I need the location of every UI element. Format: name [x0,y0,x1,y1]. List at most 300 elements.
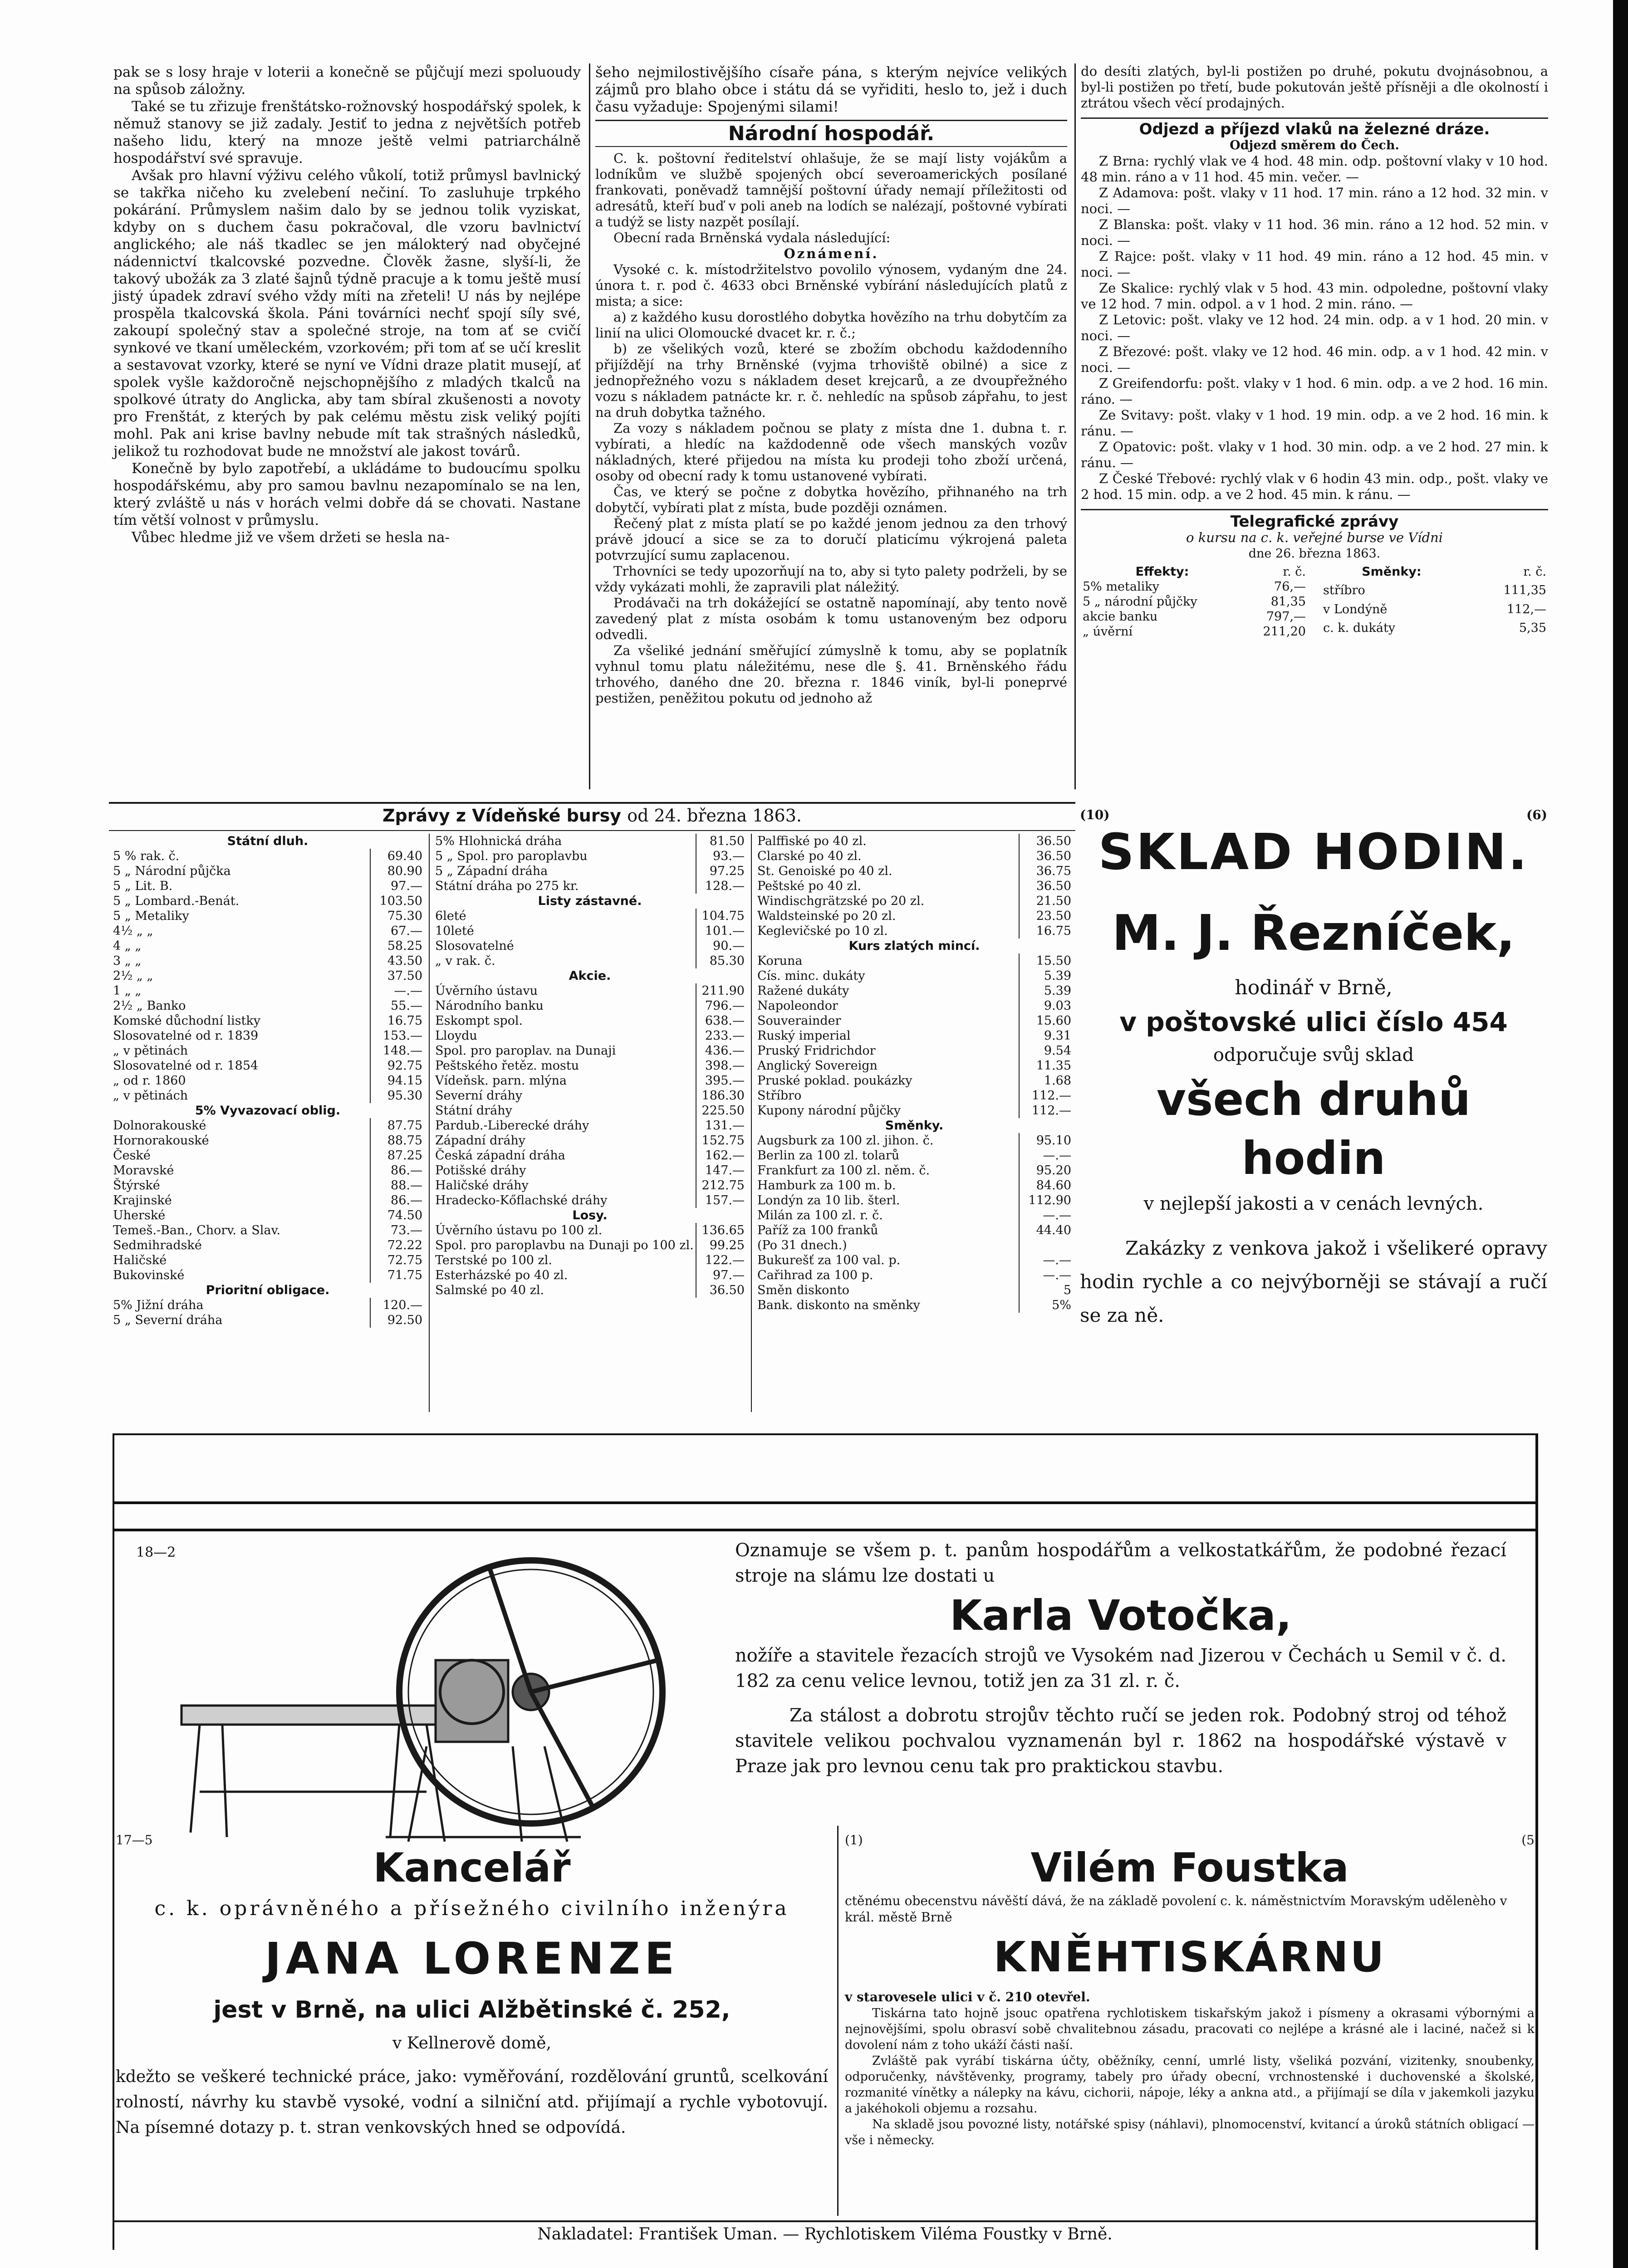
trains-heading: Odjezd a příjezd vlaků na železné dráze. [1139,120,1490,138]
bourse-value: 95.30 [370,1088,424,1103]
train-entry: Z Opatovic: pošt. vlaky v 1 hod. 30 min. odp. a ve 2 hod. 27 min. k ránu. — [1081,439,1548,470]
article-column-2 [595,64,1067,706]
bourse-item: Severní dráhy [435,1089,523,1103]
bourse-value: 104.75 [696,909,746,924]
machine-trough [181,1706,463,1725]
bourse-value: 147.— [696,1163,746,1178]
bourse-heading: 5% Vyvazovací oblig. [195,1104,341,1118]
train-entry: Z České Třebové: rychlý vlak v 6 hodin 43 min. odp., pošt. vlaky ve 2 hod. 15 min. odp. a ve 2 hod. 45 min. k ránu. — [1081,471,1548,502]
bourse-value: 43.50 [370,953,424,968]
bourse-value: 37.50 [370,968,424,983]
bourse-column-1 [111,834,424,1328]
bourse-item: Státní dráha po 275 kr. [435,879,579,893]
bourse-row [111,1193,424,1208]
bourse-item: Koruna [757,954,803,968]
bourse-value: 9.03 [1019,998,1073,1013]
bourse-value: 136.65 [696,1223,746,1238]
ad-name: Karla Votočka, [950,1591,1292,1640]
col1-paragraph: pak se s losy hraje v loterii a konečně se půjčují mezi spoluoudy na spůsob záložny. [113,64,581,98]
bourse-row [433,1238,746,1253]
bourse-item: Moravské [113,1163,174,1178]
bourse-row [433,953,746,968]
bourse-row [433,1013,746,1028]
bourse-value: 103.50 [370,894,424,909]
bourse-heading-row [111,1283,424,1298]
col2-paragraph: Řečený plat z místa platí se po každé jenom jednou za den trhový právě jdoucí a sice se za to doručí platicímu výkrojená paleta potvrzující sumu zaplacenou. [595,516,1067,563]
bourse-value: 212.75 [696,1178,746,1193]
bourse-value: 86.— [370,1163,424,1178]
bourse-item: Uherské [113,1208,166,1222]
bourse-row [755,864,1073,879]
bourse-item: Keglevičské po 10 zl. [757,924,888,938]
telegraph-date: dne 26. března 1863. [1248,547,1381,561]
bourse-item: 5 „ Severní dráha [113,1313,223,1327]
col2-paragraph: a) z každého kusu dorostlého dobytka hovězího na trhu dobytčím za linií na ulici Olomoucké dvacet kr. r. č.; [595,309,1067,341]
bourse-row [433,1253,746,1268]
bourse-row [755,1283,1073,1298]
bourse-row [755,1148,1073,1163]
bourse-row [433,938,746,953]
machine-leg [191,1725,200,1833]
bourse-value: 101.— [696,924,746,938]
bourse-item: Londýn za 10 lib. šterl. [757,1193,900,1207]
bourse-value: 74.50 [370,1208,424,1223]
bourse-item: 5 % rak. č. [113,849,180,863]
bourse-item: Souverainder [757,1014,841,1028]
bourse-row [111,1028,424,1043]
bourse-row [755,1253,1073,1268]
bourse-value: 225.50 [696,1103,746,1118]
bourse-item: Esterházské po 40 zl. [435,1268,568,1282]
bourse-row [111,1298,424,1313]
bourse-item: Bukurešť za 100 val. p. [757,1253,901,1267]
bourse-value: 131.— [696,1118,746,1133]
exchange-table [1321,564,1548,639]
bourse-value: 67.— [370,924,424,938]
bourse-row [111,894,424,909]
effects-row: akcie banku 797,— [1083,610,1306,624]
ad-number: (10) [1080,807,1110,822]
section-rule [109,802,1075,804]
bourse-item: Frankfurt za 100 zl. něm. č. [757,1163,930,1178]
column-divider [589,64,590,789]
bourse-item: Berlin za 100 zl. tolarů [757,1149,900,1163]
bourse-heading-row [433,1208,746,1223]
bourse-table [433,834,746,1298]
bourse-value: 58.25 [370,938,424,953]
bourse-value: —.— [370,983,424,998]
train-entry: Z Letovic: pošt. vlaky ve 12 hod. 24 min. odp. a v 1 hod. 20 min. v noci. — [1081,312,1548,343]
bourse-value: 9.54 [1019,1043,1073,1058]
bourse-value: 16.75 [370,1013,424,1028]
bourse-value: 36.50 [1019,879,1073,894]
footer-imprint: Nakladatel: František Uman. — Rychlotiskem Viléma Foustky v Brně. [537,2225,1113,2244]
bourse-row [111,1238,424,1253]
bourse-row [433,834,746,849]
bourse-item: St. Genoiské po 40 zl. [757,864,892,878]
bourse-row [111,1208,424,1223]
bourse-value: 5.39 [1019,983,1073,998]
bourse-item: 5 „ Spol. pro paroplavbu [435,849,588,863]
bourse-item: Terstské po 100 zl. [435,1253,552,1267]
bourse-row [111,998,424,1013]
machine-leg [544,1746,567,1842]
bourse-value: 75.30 [370,909,424,924]
ad-body: Zakázky z venkova jakož i všelikeré opravy hodin rychle a co nejvýborněji se stávají a ručí se za ně. [1080,1237,1547,1326]
bourse-item: Krajinské [113,1193,172,1207]
ad-name: M. J. Řezníček, [1112,905,1515,962]
bourse-item: Úvěrního ústavu po 100 zl. [435,1223,603,1237]
bourse-item: Spol. pro paroplavbu na Dunaji po 100 zl. [435,1238,694,1252]
bourse-row [111,1313,424,1328]
bourse-value: 95.10 [1019,1133,1073,1148]
bourse-value: 186.30 [696,1088,746,1103]
bourse-date: od 24. března 1863. [627,806,802,826]
bourse-row [433,1088,746,1103]
bourse-row [755,1268,1073,1283]
ad-number: (6) [1526,807,1547,822]
bourse-heading: Směnky. [885,1119,944,1133]
bourse-row [111,1043,424,1058]
bourse-table [755,834,1073,1313]
col2-paragraph: Za vozy s nákladem počnou se platy z místa dne 1. dubna t. r. vybírati, a hledíc na každodenně ode všech manských vozův nákladných, které přijedou na místa ku prodeji toho zboží určená, osoby od obecní rady k tomu ustanovené vybírati. [595,420,1067,484]
ad-number: 18—2 [136,1545,176,1560]
bourse-value: 120.— [370,1298,424,1313]
bourse-value: 99.25 [696,1238,746,1253]
bourse-value: 93.— [696,849,746,864]
bourse-item: Hamburk za 100 m. b. [757,1178,896,1193]
effects-row: „ úvěrní 211,20 [1083,625,1306,639]
rule [595,146,1067,147]
exchange-unit: r. č. [1523,565,1546,579]
bourse-item: (Po 31 dnech.) [757,1238,847,1252]
ad-line: ctěnému obecenstvu návěští dává, že na základě povolení c. k. náměstnictvím Moravským udělenèho v král. městě Brně [845,1893,1507,1925]
bourse-value: 112.90 [1019,1193,1073,1208]
bourse-item: Cařihrad za 100 p. [757,1268,873,1282]
exchange-row: stříbro 111,35 [1323,583,1546,598]
bourse-value: 69.40 [370,849,424,864]
bourse-item: Spol. pro paroplav. na Dunaji [435,1044,616,1058]
bourse-row [111,1133,424,1148]
bourse-item: Státní dráhy [435,1104,512,1118]
bourse-heading: Prioritní obligace. [206,1283,330,1297]
bourse-row [433,1163,746,1178]
bourse-row [111,1253,424,1268]
ad-votocka-border [113,1501,1537,1504]
bourse-value: 638.— [696,1013,746,1028]
train-entry: Ze Svitavy: pošt. vlaky v 1 hod. 19 min. odp. a ve 2 hod. 16 min. k ránu. — [1081,407,1548,439]
exchange-row: c. k. dukáty 5,35 [1323,621,1546,635]
bourse-value: 112.— [1019,1103,1073,1118]
machine-leg [390,1725,399,1837]
bourse-item: Hornorakouské [113,1134,209,1148]
bourse-value: 97.— [370,879,424,894]
bourse-row [755,834,1073,849]
col2-paragraph: Prodávači na trh dokážející se ostatně napomínají, aby tento nově zavedený plat z místa osobám k tomu ustanoveným bez odporu odvedli. [595,595,1067,642]
bourse-item: Bukovinské [113,1268,185,1282]
bourse-item: Komské důchodní listky [113,1014,261,1028]
bourse-row [755,983,1073,998]
ad-votocka-text [735,1538,1506,1779]
bourse-value: —.— [1019,1148,1073,1163]
bourse-value: 15.50 [1019,953,1073,968]
exchange-row: v Londýně 112,— [1323,602,1546,616]
bourse-item: Ražené dukáty [757,984,849,998]
bourse-row [111,864,424,879]
bourse-value: 88.— [370,1178,424,1193]
bourse-item: Peštského řetěz. mostu [435,1059,579,1073]
bourse-value: 112.— [1019,1088,1073,1103]
bourse-row [433,1283,746,1298]
bourse-row [433,1223,746,1238]
bourse-item: Potišské dráhy [435,1163,526,1178]
bourse-heading: Listy zástavné. [538,894,642,908]
col2-paragraph: Vysoké c. k. místodržitelstvo povolilo výnosem, vydaným dne 24. února t. r. pod č. 4633 obci Brněnské vybírání následujících platů z mista; a sice: [595,262,1067,309]
train-entry: Z Březové: pošt. vlaky ve 12 hod. 46 min. odp. a v 1 hod. 42 min. v noci. — [1081,344,1548,375]
ad-line: hodinář v Brně, [1235,976,1393,999]
rule [1081,117,1548,119]
bourse-item: 5 „ Národní půjčka [113,864,231,878]
bourse-title-text: Zprávy z Vídeňské bursy [382,806,621,826]
ad-headline: všech druhů hodin [1156,1073,1471,1185]
train-entry: Z Rajce: pošt. vlaky v 11 hod. 49 min. ráno a 12 hod. 45 min. v noci. — [1081,249,1548,280]
ad-number: (1) [845,1833,863,1848]
bourse-row [111,849,424,864]
bourse-item: 5 „ Lombard.-Benát. [113,894,240,908]
bourse-item: Ruský imperial [757,1029,851,1043]
bourse-item: 5% Hlohnická dráha [435,834,562,848]
bourse-row [433,1268,746,1283]
bourse-table [111,834,424,1328]
bourse-row [755,1163,1073,1178]
col1-paragraph: Konečně by bylo zapotřebí, a ukládáme to budoucímu spolku hospodářskému, aby pro samou bavlnu nezapomínalo se na len, který zvláště u nás v horách velmi dobře dá se chovati. Nastane tím větší volnost v průmyslu. [113,460,581,528]
ad-paragraph: Oznamuje se všem p. t. panům hospodářům a velkostatkářům, že podobné řezací stroje na slámu lze dostati u [735,1540,1506,1586]
ad-line: v nejlepší jakosti a v cenách levných. [1143,1193,1484,1214]
ad-votocka-border [113,1433,1537,1435]
bourse-item: Haličské dráhy [435,1178,529,1193]
bourse-item: Temeš.-Ban., Chorv. a Slav. [113,1223,281,1237]
bourse-value: 92.75 [370,1058,424,1073]
bourse-row [755,1193,1073,1208]
bourse-row [755,1013,1073,1028]
ad-line: c. k. oprávněného a přísežného civilního inženýra [154,1897,789,1920]
bourse-row [111,1178,424,1193]
bourse-heading: Státní dluh. [227,834,309,848]
effects-row: 5 „ národní půjčky 81,35 [1083,595,1306,609]
bourse-row [755,909,1073,924]
bourse-row [755,849,1073,864]
bourse-row [433,1058,746,1073]
bourse-item: 4 „ „ [113,939,142,953]
bourse-row [755,968,1073,983]
bourse-item: Směn diskonto [757,1283,849,1297]
bourse-value: 5.39 [1019,968,1073,983]
ad-line: v starovesele ulici v č. 210 otevřel. [845,1989,1090,2004]
bourse-value: 84.60 [1019,1178,1073,1193]
bourse-row [111,924,424,938]
bourse-row [755,1058,1073,1073]
bourse-value: 36.75 [1019,864,1073,879]
bourse-item: „ v pětinách [113,1089,188,1103]
bourse-row [111,938,424,953]
col1-paragraph: Avšak pro hlavní výživu celého vůkolí, totiž průmysl bavlnický se takřka ničeho ku zvelebení nečiní. To zasluhuje trpkého pokárání. Průmyslem našim dalo by se jednou tolik vyziskat, kdyby on s duchem času pokračoval, dle vzoru bavlnictví anglického; ale náš tkadlec se jen málokterý nad obyčejné nádennictví tkalcovské pozvedne. Člověk žasne, slyší-li, že takový ubožák za 3 zlaté šajnů týdně pracuje a k tomu ještě musí jistý úpadek zdraví svého vždy míti na zřeteli! U nás by nejlépe prospěla tkalcovská škola. Páni továrníci nechť spojí síly své, zakoupí společný stav a společné stroje, na tom ať se cvičí synkové ve tkaní uměleckém, vzorkovém; při tom ať se učí kreslit a sestavovat vzorky, které se nyní ve Vídni draze platit musejí, ať spolek vyšle každoročně nejschopnějšího z mladých tkalců na spolkové útraty do Anglicka, aby tam sbíral zkušenosti a novoty pro Frenštát, z kterých by pak celému městu zisk veliký pojíti mohl. Pak ani krise bavlny nebude mít tak strašných následků, jelikož tu rozhodovat bude ne množství ale jakost továrů. [113,167,581,459]
rule [595,120,1067,121]
bourse-row [755,1088,1073,1103]
ad-headline: KNĚHTISKÁRNU [993,1933,1386,1981]
bourse-value: 21.50 [1019,894,1073,909]
bourse-value: 85.30 [696,953,746,968]
bourse-heading-row [111,834,424,849]
bourse-value: 81.50 [696,834,746,849]
ad-kancelar [116,1833,828,2141]
bourse-value: 153.— [370,1028,424,1043]
bourse-item: 5% Jižní dráha [113,1298,204,1312]
bourse-item: Salmské po 40 zl. [435,1283,544,1297]
bourse-item: Národního banku [435,999,544,1013]
bourse-row [755,1238,1073,1253]
telegraph-heading: Telegrafické zprávy [1230,513,1399,531]
bourse-value: 36.50 [1019,849,1073,864]
bourse-item: 2½ „ „ [113,969,153,983]
bourse-value: 152.75 [696,1133,746,1148]
bourse-row [111,1163,424,1178]
bourse-value: —.— [1019,1208,1073,1223]
bourse-item: 4½ „ „ [113,924,153,938]
trains-subheading: Odjezd směrem do Čech. [1230,138,1399,152]
oznameni-heading: Oznámení. [784,246,879,261]
bourse-item: České [113,1149,151,1163]
bourse-row [111,1268,424,1283]
bourse-item: Pruský Fridrichdor [757,1044,876,1058]
ad-votocka-border [113,1433,114,2250]
bourse-item: Palffiské po 40 zl. [757,834,867,848]
col2-paragraph: Za všeliké jednání směřující zúmyslně k tomu, aby se poplatník vyhnul tomu platu náležitému, nese dle §. 41. Brněnského řádu trhového, daného dne 20. března r. 1846 viník, byl-li poneprvé pestižen, peněžitou pokutu od jednoho až [595,643,1067,706]
bourse-row [111,1148,424,1163]
bourse-value: 211.90 [696,983,746,998]
bourse-item: 10leté [435,924,474,938]
bourse-value: —.— [1019,1253,1073,1268]
scan-edge [1613,0,1628,2268]
bourse-row [111,983,424,998]
bourse-row [111,909,424,924]
bourse-value: 436.— [696,1043,746,1058]
rule [1081,509,1548,510]
bourse-row [433,879,746,894]
bourse-value: 95.20 [1019,1163,1073,1178]
ad-numbers [1080,807,1547,822]
bourse-item: Stříbro [757,1089,802,1103]
bourse-value: 395.— [696,1073,746,1088]
section-heading-narodni-hospodar: Národní hospodář. [728,122,935,145]
column-divider [429,834,430,1412]
col2-paragraph: Čas, ve který se počne z dobytka hovězího, přihnaného na trh dobytčí, vybírati plat z místa, bude později oznámen. [595,484,1067,515]
section-rule [109,830,1075,831]
bourse-value: 87.25 [370,1148,424,1163]
col2-paragraph: b) ze všelikých vozů, které se zbožím obchodu každodenního přijíždějí na trhy Brněnské (vyjma trhoviště obilné) a sice z jednopřežného vozu s nákladem deset krejcarů, a ze dvoupřežného vozu s nákladem patnácte kr. r. č. nehledíc na spůsob zápřahu, to jest na druh dobytka tažného. [595,341,1067,420]
bourse-value: 87.75 [370,1118,424,1133]
footer-rule [113,2220,1537,2222]
bourse-row [755,1223,1073,1238]
ad-paragraph: Za stálost a dobrotu strojův těchto ručí se jeden rok. Podobný stroj od téhož stavitele velikou pochvalou vyznamenán byl r. 1862 na hospodářské výstavě v Praze jak pro levnou cenu tak pro praktickou stavbu. [735,1705,1506,1777]
bourse-item: Peštské po 40 zl. [757,879,861,893]
bourse-value: 88.75 [370,1133,424,1148]
bourse-value: 233.— [696,1028,746,1043]
bourse-row [433,864,746,879]
bourse-row [433,1133,746,1148]
bourse-item: Hradecko-Kőflachské dráhy [435,1193,608,1207]
ad-line: v Kellnerově domě, [392,2034,552,2053]
bourse-item: „ od r. 1860 [113,1074,186,1088]
bourse-item: 5 „ Metaliky [113,909,189,923]
column-divider [837,1826,839,2216]
effects-row: 5% metaliky 76,— [1083,580,1306,594]
bourse-row [433,1193,746,1208]
ad-name: JANA LORENZE [265,1933,679,1984]
bourse-item: Paříž za 100 franků [757,1223,878,1237]
bourse-value: 55.— [370,998,424,1013]
straw-cutter-illustration [172,1556,726,1846]
bourse-value: 796.— [696,998,746,1013]
col2-intro: šeho nejmilostivějšího císaře pána, s kterým nejvíce velikých zájmů pro blaho obce i státu dá se vyřiditi, heslo to, jež i duch času vyžaduje: Spojenými silami! [595,64,1067,115]
machine-leg [513,1746,522,1842]
bourse-row [433,998,746,1013]
ad-title: Vilém Foustka [1030,1844,1349,1891]
bourse-row [111,953,424,968]
bourse-item: Lloydu [435,1029,477,1043]
train-entry: Z Adamova: pošt. vlaky v 11 hod. 17 min. ráno a 12 hod. 32 min. v noci. — [1081,185,1548,216]
bourse-value: 72.22 [370,1238,424,1253]
bourse-value: 5% [1019,1298,1073,1313]
ad-title: Kancelář [373,1844,571,1891]
bourse-item: 6leté [435,909,466,923]
bourse-row [433,1178,746,1193]
bourse-item: Úvěrního ústavu [435,984,538,998]
bourse-value: 97.25 [696,864,746,879]
col2-paragraph: Trhovníci se tedy upozorňují na to, aby si tyto palety podrželi, by se vždy vykázati mohli, že zapravili plat náležitý. [595,563,1067,595]
bourse-row [433,849,746,864]
bourse-item: Cís. minc. dukáty [757,969,865,983]
bourse-item: Západní dráhy [435,1134,526,1148]
bourse-value: 157.— [696,1193,746,1208]
bourse-item: Kupony národní půjčky [757,1104,901,1118]
bourse-item: Eskompt spol. [435,1014,523,1028]
bourse-row [433,1073,746,1088]
bourse-row [433,983,746,998]
bourse-row [433,909,746,924]
col3-intro: do desíti zlatých, byl-li postižen po druhé, pokutu dvojnásobnou, a byl-li postižen po třetí, bude pokutován ještě přísněji a dle okolností i ztrátou všech věcí prodajných. [1081,64,1548,111]
col2-paragraph: C. k. poštovní ředitelství ohlašuje, že se mají listy vojákům a lodníkům ve službě spojených obcí severoamerických posílané frankovati, poněvadž tamnější poštovní úřady nemají příležitosti od adresátů, kteří buď v poli aneb na lodích se nalézají, poštovné vybírati a tudýž se listy nazpět posílají. [595,151,1067,230]
train-entry: Ze Skalice: rychlý vlak v 5 hod. 43 min. odpoledne, poštovní vlaky ve 12 hod. 7 min. odpol. a v 1 hod. 2 min. ráno. — [1081,280,1548,312]
bourse-value: 44.40 [1019,1223,1073,1238]
bourse-title [109,806,1075,826]
col1-paragraph: Také se tu zřizuje frenštátsko-rožnovský hospodářský spolek, k němuž stanovy se již zadaly. Jestiť to jedna z největších potřeb našeho lidu, který na mnoze ještě velmi patriarchálně hospodářství své spravuje. [113,98,581,166]
bourse-row [755,1178,1073,1193]
article-column-3 [1081,64,1548,639]
bourse-row [755,1133,1073,1148]
bourse-row [755,1073,1073,1088]
bourse-value: 1.68 [1019,1073,1073,1088]
bourse-row [755,998,1073,1013]
train-entry: Z Blanska: pošt. vlaky v 11 hod. 36 min. ráno a 12 hod. 52 min. v noci. — [1081,217,1548,248]
bourse-row [755,1028,1073,1043]
bourse-value: 9.31 [1019,1028,1073,1043]
ad-paragraph: Na skladě jsou povozné listy, notářské spisy (náhlavi), plnomocenství, kvitancí a úroků státních obligací — vše i německy. [845,2117,1535,2147]
bourse-value: 73.— [370,1223,424,1238]
bourse-item: Augsburk za 100 zl. jihon. č. [757,1134,934,1148]
ad-title: SKLAD HODIN. [1098,823,1529,881]
ad-paragraph: nožíře a stavitele řezacích strojů ve Vysokém nad Jizerou v Čechách u Semil v č. d. 182 za cenu velice levnou, totiž jen za 31 zl. r. č. [735,1645,1506,1691]
bourse-value: 23.50 [1019,909,1073,924]
